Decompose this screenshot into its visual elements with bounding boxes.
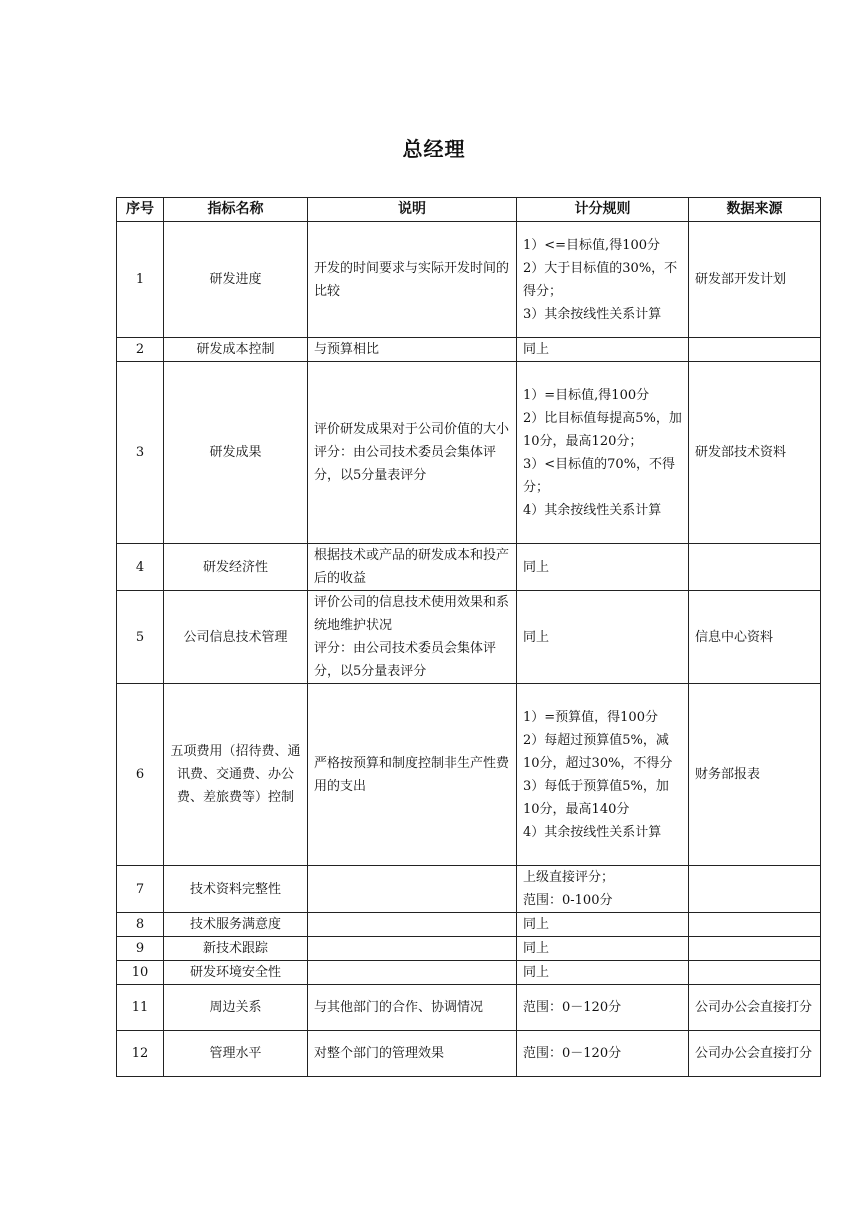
- row-source: [689, 961, 821, 985]
- row-rule: 同上: [517, 913, 689, 937]
- row-rule: 1）=预算值，得100分 2）每超过预算值5%，减10分，超过30%，不得分 3）每低于预算值5%，加10分，最高140分 4）其余按线性关系计算: [517, 684, 689, 866]
- row-source: 研发部开发计划: [689, 222, 821, 338]
- row-desc: 与其他部门的合作、协调情况: [308, 985, 517, 1031]
- row-rule: 范围：0－120分: [517, 985, 689, 1031]
- header-desc: 说明: [308, 198, 517, 222]
- row-source: [689, 913, 821, 937]
- table-row: [117, 362, 821, 544]
- row-no: 11: [117, 985, 164, 1031]
- row-name: 技术服务满意度: [164, 913, 308, 937]
- header-rule: 计分规则: [517, 198, 689, 222]
- table-header-row: [117, 198, 821, 222]
- row-name: 研发成本控制: [164, 338, 308, 362]
- row-source: 财务部报表: [689, 684, 821, 866]
- row-source: [689, 937, 821, 961]
- row-source: [689, 338, 821, 362]
- table-row: [117, 913, 821, 937]
- kpi-table: [116, 197, 821, 1077]
- row-name: 技术资料完整性: [164, 866, 308, 913]
- row-name: 公司信息技术管理: [164, 591, 308, 684]
- row-no: 9: [117, 937, 164, 961]
- row-no: 8: [117, 913, 164, 937]
- table-row: [117, 684, 821, 866]
- row-no: 10: [117, 961, 164, 985]
- row-no: 7: [117, 866, 164, 913]
- row-rule: 同上: [517, 937, 689, 961]
- row-name: 新技术跟踪: [164, 937, 308, 961]
- row-desc: 与预算相比: [308, 338, 517, 362]
- row-desc: 评价研发成果对于公司价值的大小 评分：由公司技术委员会集体评分，以5分量表评分: [308, 362, 517, 544]
- row-name: 研发经济性: [164, 544, 308, 591]
- row-desc: [308, 913, 517, 937]
- row-desc: 严格按预算和制度控制非生产性费用的支出: [308, 684, 517, 866]
- table-row: [117, 338, 821, 362]
- row-no: 4: [117, 544, 164, 591]
- row-rule: 同上: [517, 961, 689, 985]
- row-desc: 评价公司的信息技术使用效果和系统地维护状况 评分：由公司技术委员会集体评分，以5分量表评分: [308, 591, 517, 684]
- row-name: 研发进度: [164, 222, 308, 338]
- row-rule: 同上: [517, 544, 689, 591]
- row-name: 研发环境安全性: [164, 961, 308, 985]
- row-name: 周边关系: [164, 985, 308, 1031]
- row-rule: 同上: [517, 338, 689, 362]
- table-row: [117, 1031, 821, 1077]
- table-row: [117, 222, 821, 338]
- row-no: 6: [117, 684, 164, 866]
- header-source: 数据来源: [689, 198, 821, 222]
- table-row: [117, 937, 821, 961]
- table-row: [117, 544, 821, 591]
- row-desc: 开发的时间要求与实际开发时间的比较: [308, 222, 517, 338]
- row-name: 管理水平: [164, 1031, 308, 1077]
- row-source: [689, 866, 821, 913]
- row-rule: 范围：0－120分: [517, 1031, 689, 1077]
- page-title: 总经理: [402, 137, 466, 161]
- row-no: 1: [117, 222, 164, 338]
- row-rule: 上级直接评分； 范围：0-100分: [517, 866, 689, 913]
- row-name: 五项费用（招待费、通讯费、交通费、办公费、差旅费等）控制: [164, 684, 308, 866]
- row-rule: 1）=目标值,得100分 2）比目标值每提高5%，加10分，最高120分； 3）<目标值的70%，不得分； 4）其余按线性关系计算: [517, 362, 689, 544]
- row-no: 5: [117, 591, 164, 684]
- row-source: [689, 544, 821, 591]
- table-row: [117, 866, 821, 913]
- table-row: [117, 961, 821, 985]
- row-desc: 对整个部门的管理效果: [308, 1031, 517, 1077]
- table-row: [117, 591, 821, 684]
- row-source: 研发部技术资料: [689, 362, 821, 544]
- row-no: 12: [117, 1031, 164, 1077]
- row-rule: 同上: [517, 591, 689, 684]
- row-rule: 1）<=目标值,得100分 2）大于目标值的30%，不得分； 3）其余按线性关系计算: [517, 222, 689, 338]
- row-desc: [308, 961, 517, 985]
- header-no: 序号: [117, 198, 164, 222]
- row-source: 信息中心资料: [689, 591, 821, 684]
- row-desc: 根据技术或产品的研发成本和投产后的收益: [308, 544, 517, 591]
- row-desc: [308, 866, 517, 913]
- row-source: 公司办公会直接打分: [689, 985, 821, 1031]
- row-source: 公司办公会直接打分: [689, 1031, 821, 1077]
- row-name: 研发成果: [164, 362, 308, 544]
- row-no: 2: [117, 338, 164, 362]
- row-desc: [308, 937, 517, 961]
- row-no: 3: [117, 362, 164, 544]
- table-row: [117, 985, 821, 1031]
- header-name: 指标名称: [164, 198, 308, 222]
